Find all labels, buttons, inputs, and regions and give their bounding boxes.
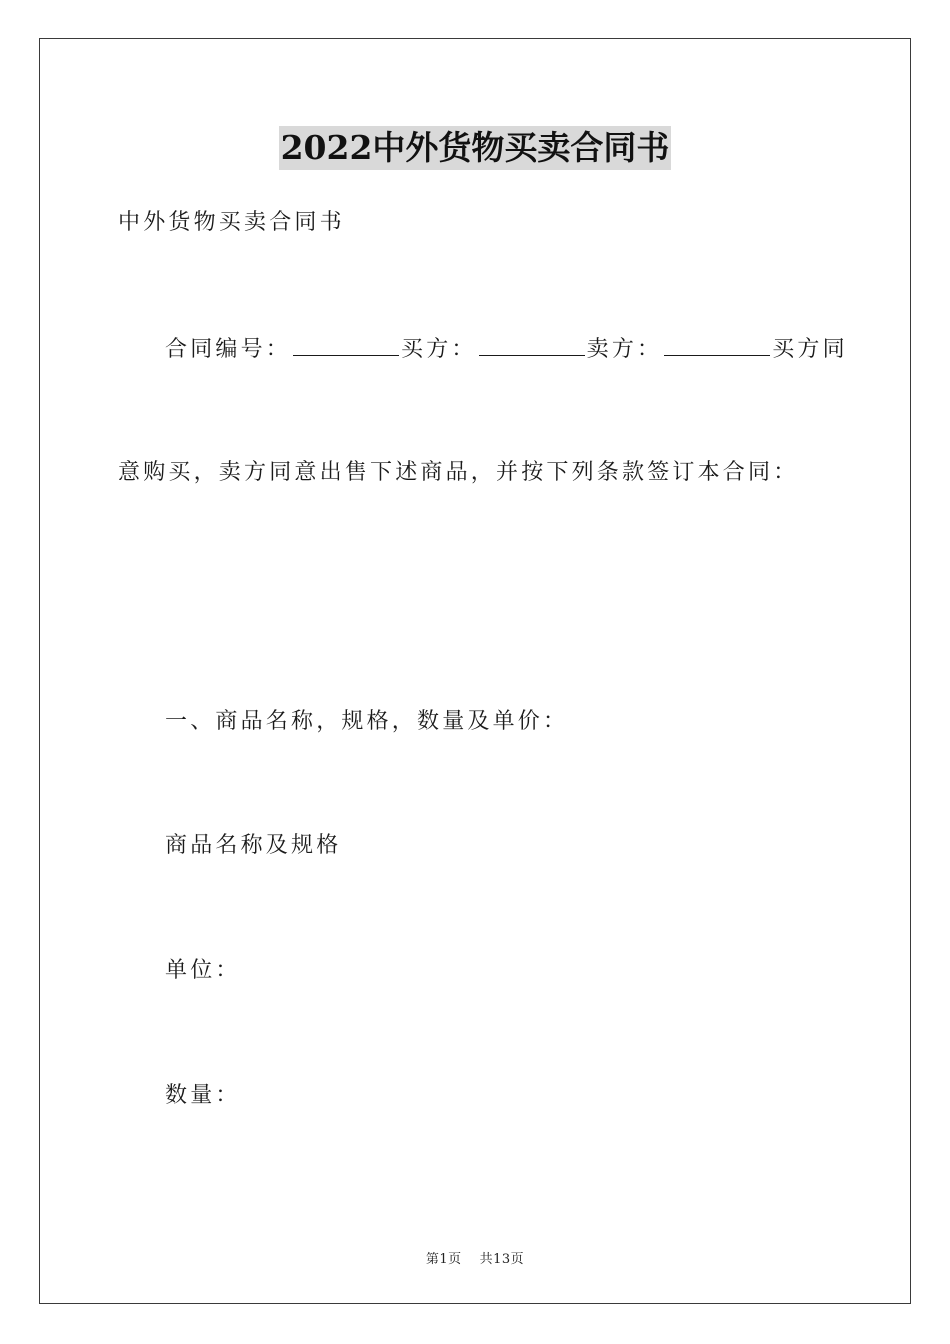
document-subtitle: 中外货物买卖合同书 (118, 210, 345, 235)
buyer-label: 买方： (401, 337, 477, 362)
contract-number-label: 合同编号： (165, 337, 292, 362)
contract-parties-line (165, 333, 848, 365)
contract-number-blank (293, 333, 399, 356)
quantity-label: 数量： (165, 1083, 241, 1108)
unit-label: 单位： (165, 958, 241, 983)
item-name-spec-label: 商品名称及规格 (165, 833, 342, 858)
buyer-blank (479, 333, 585, 356)
document-title: 2022中外货物买卖合同书 (279, 126, 672, 170)
agreement-paragraph: 意购买，卖方同意出售下述商品，并按下列条款签订本合同： (118, 460, 799, 485)
title-container (0, 126, 950, 170)
seller-blank (664, 333, 770, 356)
total-pages: 共13页 (479, 1252, 525, 1267)
page-indicator: 第1页 (425, 1252, 462, 1267)
seller-label: 卖方： (586, 337, 663, 362)
contract-line-tail: 买方同 (772, 337, 848, 362)
page-footer (0, 1248, 950, 1267)
section-1-heading: 一、商品名称，规格，数量及单价： (165, 709, 569, 734)
